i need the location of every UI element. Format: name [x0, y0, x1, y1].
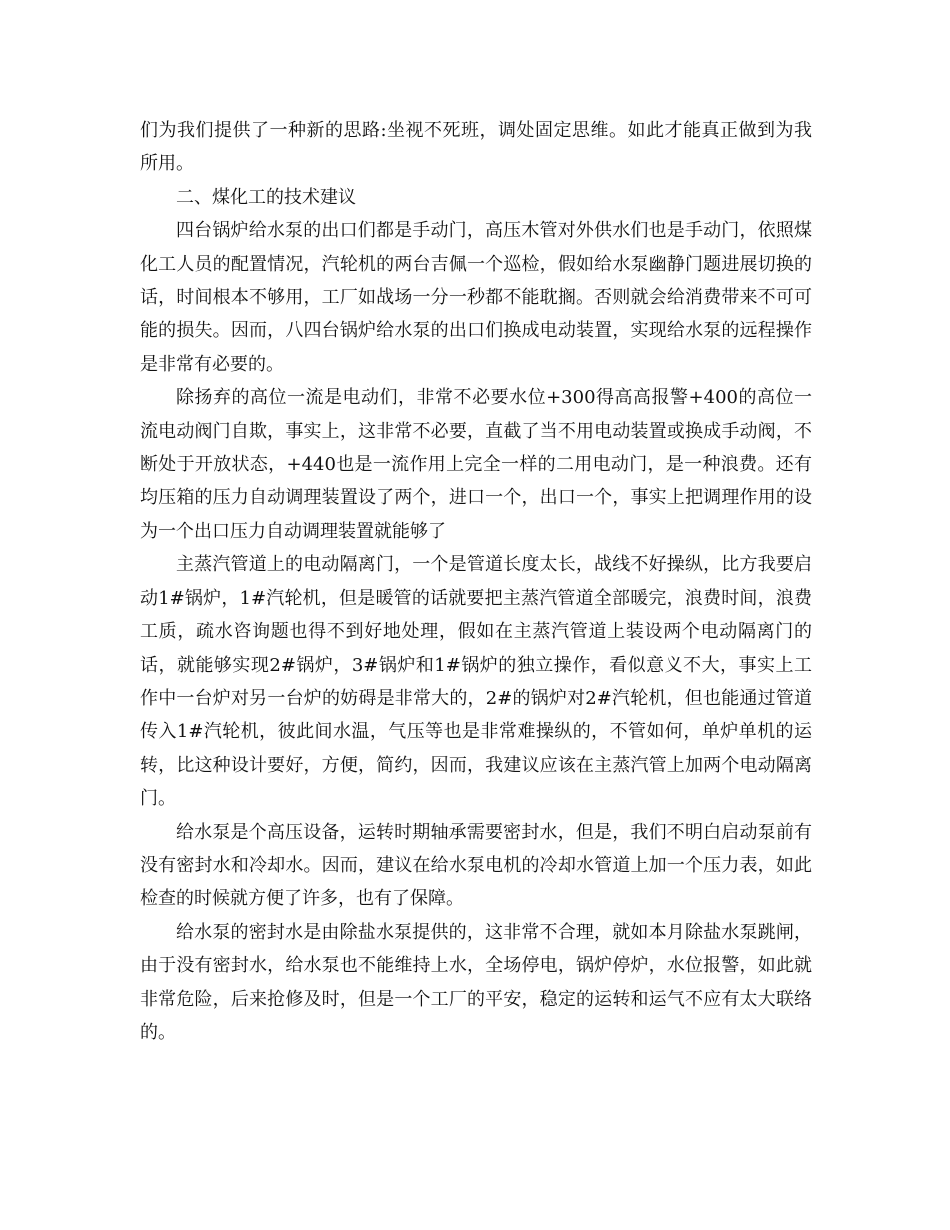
- paragraph: 给水泵的密封水是由除盐水泵提供的，这非常不合理，就如本月除盐水泵跳闸，由于没有密封水，给水泵也不能维持上水，全场停电，锅炉停炉，水位报警，如此就非常危险，后来抢修及时，但是一个工厂的平安，稳定的运转和运气不应有太大联络的。: [140, 921, 812, 1043]
- paragraph-continuation: 们为我们提供了一种新的思路:坐视不死班，调处固定思维。如此才能真正做到为我所用。: [140, 120, 812, 175]
- paragraph: 除扬弃的高位一流是电动们，非常不必要水位+300得高高报警+400的高位一流电动阀门自欺，事实上，这非常不必要，直截了当不用电动装置或换成手动阀，不断处于开放状态，+440也是一流作用上完全一样的二用电动门，是一种浪费。还有均压箱的压力自动调理装置设了两个，进口一个，出口一个，事实上把调理作用的设为一个出口压力自动调理装置就能够了: [140, 387, 812, 542]
- paragraph: 四台锅炉给水泵的出口们都是手动门，高压木管对外供水们也是手动门，依照煤化工人员的配置情况，汽轮机的两台吉佩一个巡检，假如给水泵幽静门题进展切换的话，时间根本不够用，工厂如战场一分一秒都不能耽搁。否则就会给消费带来不可可能的损失。因而，八四台锅炉给水泵的出口们换成电动装置，实现给水泵的远程操作是非常有必要的。: [140, 220, 812, 375]
- paragraph: 给水泵是个高压设备，运转时期轴承需要密封水，但是，我们不明白启动泵前有没有密封水和冷却水。因而，建议在给水泵电机的冷却水管道上加一个压力表，如此检查的时候就方便了许多，也有了保障。: [140, 821, 812, 910]
- document-body: [140, 114, 812, 1049]
- section-heading: 二、煤化工的技术建议: [176, 186, 356, 208]
- paragraph: 主蒸汽管道上的电动隔离门，一个是管道长度太长，战线不好操纵，比方我要启动1#锅炉，1#汽轮机，但是暖管的话就要把主蒸汽管道全部暖完，浪费时间，浪费工质，疏水咨询题也得不到好地处理，假如在主蒸汽管道上装设两个电动隔离门的话，就能够实现2#锅炉，3#锅炉和1#锅炉的独立操作，看似意义不大，事实上工作中一台炉对另一台炉的妨碍是非常大的，2#的锅炉对2#汽轮机，但也能通过管道传入1#汽轮机，彼此间水温，气压等也是非常难操纵的，不管如何，单炉单机的运转，比这种设计要好，方便，简约，因而，我建议应该在主蒸汽管上加两个电动隔离门。: [140, 554, 812, 810]
